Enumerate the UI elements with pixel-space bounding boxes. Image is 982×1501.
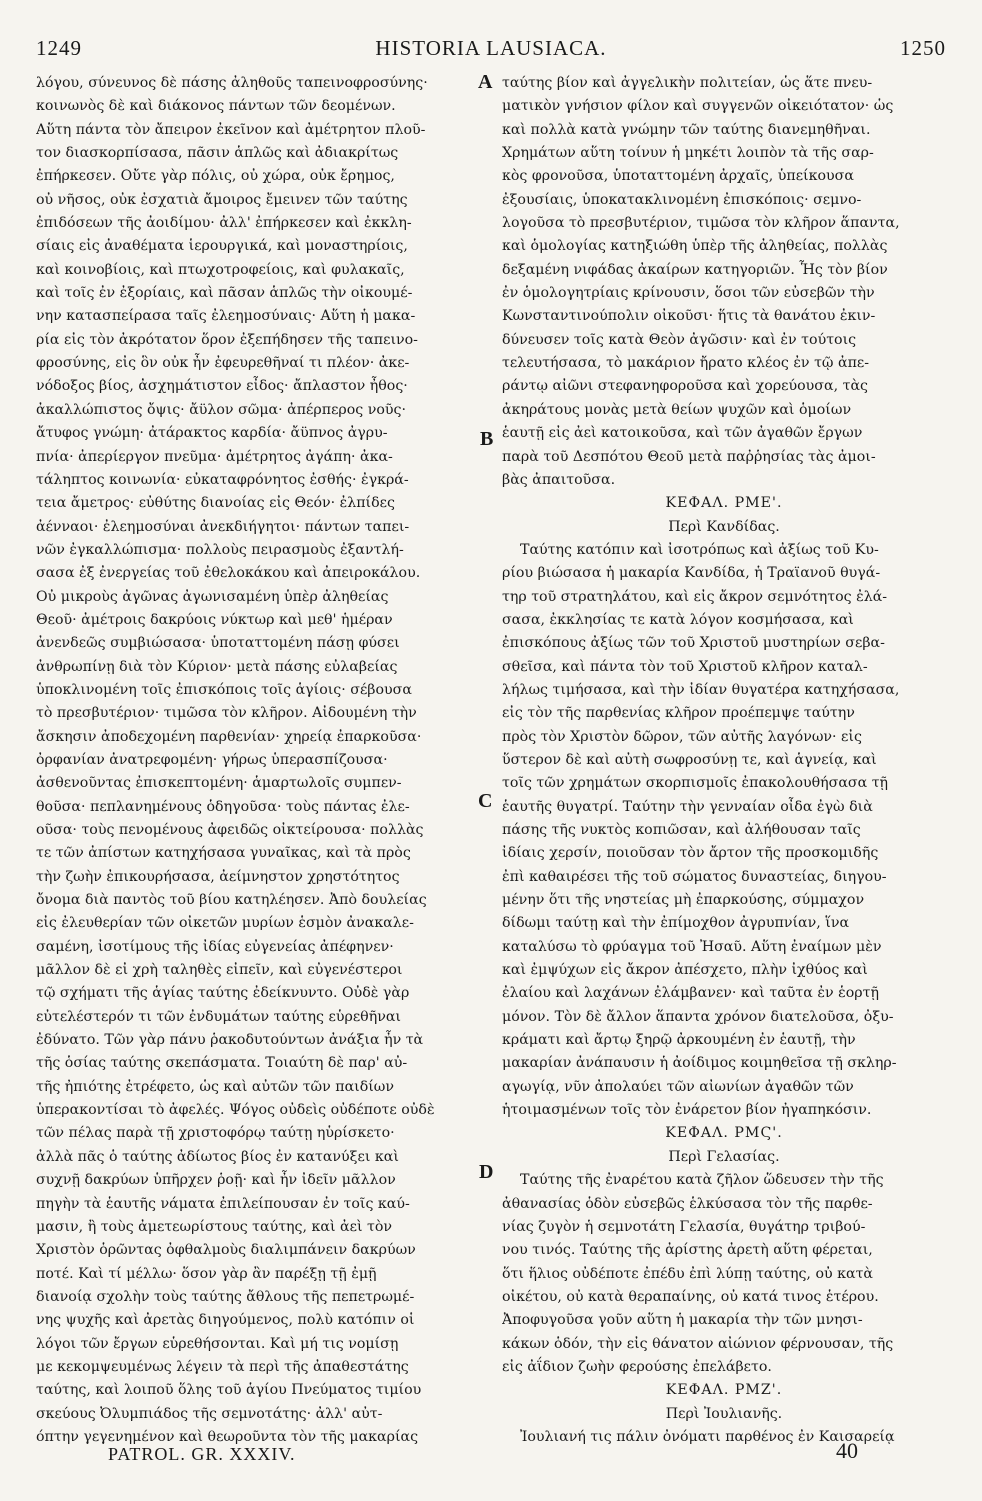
text-line: ράντῳ αἰῶνι στεφανηφοροῦσα καὶ χορεύουσα, τὰς <box>502 378 868 395</box>
text-line: Ἀποφυγοῦσα γοῦν αὕτη ἡ μακαρία τὴν τῶν μνησι- <box>502 1312 863 1329</box>
text-line: καὶ κοινοβίοις, καὶ πτωχοτροφείοις, καὶ φυλακαῖς, <box>36 261 405 278</box>
gathering-number: 40 <box>836 1438 858 1463</box>
text-line: τὴν ζωὴν ἐπικουρήσασα, ἀείμνηστον χρηστότητος <box>36 868 400 885</box>
text-line: Οὐ μικροὺς ἀγῶνας ἀγωνισαμένη ὑπὲρ ἀληθείας <box>36 588 389 605</box>
running-title: HISTORIA LAUSIACA. <box>375 36 607 60</box>
text-line: ἑαυτῆς θυγατρί. Ταύτην τὴν γενναίαν οἶδα ἐγὼ διὰ <box>502 798 873 815</box>
right-page-number: 1250 <box>900 36 946 60</box>
text-line: σαμένη, ἰσοτίμους τῆς ἰδίας εὐγενείας ἀπέφηνεν· <box>36 938 394 955</box>
text-line: κὸς φρονοῦσα, ὑποταττομένη ἀρχαῖς, ὑπείκουσα <box>502 168 854 185</box>
text-line: θοῦσα· πεπλανημένους ὁδηγοῦσα· τοὺς πάντας ἐλε- <box>36 798 410 815</box>
text-line: βὰς ἀπαιτοῦσα. <box>502 471 616 488</box>
text-line: ἀνθρωπίνῃ διὰ τὸν Κύριον· μετὰ πάσης εὐλαβείας <box>36 658 398 675</box>
text-line: σασα, ἐκκλησίας τε κατὰ λόγον κοσμήσασα, καὶ <box>502 611 854 628</box>
text-line: νου τινός. Ταύτης τῆς ἀρίστης ἀρετὴ αὕτη φέρεται, <box>502 1242 873 1259</box>
chapter-subheading-146: Περὶ Γελασίας. <box>668 1148 780 1165</box>
right-text-column <box>502 72 946 1449</box>
chapter-subheading-147: Περὶ Ἰουλιανῆς. <box>665 1405 783 1422</box>
text-line: Χριστὸν ὁρῶντας ὀφθαλμοὺς διαλιμπάνειν δακρύων <box>36 1242 416 1259</box>
text-line: ἀνενδεῶς συμβιώσασα· ὑποταττομένη πάσῃ φύσει <box>36 635 400 652</box>
text-line: ρία εἰς τὸν ἀκρότατον ὅρον ἐξεπήδησεν τῆς ταπεινο- <box>36 331 418 348</box>
text-line: ἀθανασίας ὁδὸν εὐσεβῶς ἑλκύσασα τὸν τῆς παρθε- <box>502 1195 873 1212</box>
text-line: ἡτοιμασμένων τοῖς τὸν ἐνάρετον βίον ἠγαπηκόσιν. <box>502 1102 872 1119</box>
left-page-number: 1249 <box>36 36 82 60</box>
text-line: καὶ ὁμολογίας κατηξιώθη ὑπὲρ τῆς ἀληθείας, πολλὰς <box>502 238 888 255</box>
margin-letter-c: C <box>478 790 493 812</box>
text-line: πάσης τῆς νυκτὸς κοπιῶσαν, καὶ ἀλήθουσαν ταῖς <box>502 822 861 838</box>
text-line: τὸ πρεσβυτέριον· τιμῶσα τὸν κλῆρον. Αἰδουμένη τὴν <box>36 705 417 722</box>
text-line: τῆς ἠπιότης ἐτρέφετο, ὡς καὶ αὐτῶν τῶν παιδίων <box>36 1078 395 1095</box>
chapter-heading-145: ΚΕΦΑΛ. ΡΜΕ'. <box>665 495 783 512</box>
text-line: νίας ζυγὸν ἡ σεμνοτάτη Γελασία, θυγάτηρ τριβού- <box>502 1218 866 1235</box>
series-signature: PATROL. GR. XXXIV. <box>108 1444 296 1464</box>
margin-letter-a: A <box>478 71 493 93</box>
text-line: καταλύσω τὸ φρύαγμα τοῦ Ἠσαῦ. Αὕτη ἐναίμων μὲν <box>502 938 882 955</box>
text-line: ἀκαλλώπιστος ὄψις· ἄϋλον σῶμα· ἀπέρπερος νοῦς· <box>36 401 406 418</box>
text-line: πρὸς τὸν Χριστὸν δῶρον, τῶν αὐτῆς λαγόνων· εἰς <box>502 728 862 745</box>
text-line: λόγοι τῶν ἔργων εὑρεθήσονται. Καὶ μή τις νομίσῃ <box>36 1335 399 1352</box>
text-line: εὐτελέστερόν τι τῶν ἐνδυμάτων ταύτης εὑρεθῆναι <box>36 1008 401 1025</box>
left-text-column <box>36 72 472 1449</box>
text-line: κοινωνὸς δὲ καὶ διάκονος πάντων τῶν δεομένων. <box>36 98 396 115</box>
text-line: Ἰουλιανή τις πάλιν ὀνόματι παρθένος ἐν Καισαρείᾳ <box>520 1428 895 1445</box>
text-line: λογοῦσα τὸ πρεσβυτέριον, τιμῶσα τὸν κλῆρον ἅπαντα, <box>502 215 900 232</box>
text-line: οῦσα· τοὺς πενομένους ἀφειδῶς οἰκτείρουσα· πολλὰς <box>36 822 424 838</box>
text-line: ἄτυφος γνώμη· ἀτάρακτος καρδία· ἄϋπνος ἀγρυ- <box>36 425 388 442</box>
text-line: μακαρίαν ἀνάπαυσιν ἡ ἀοίδιμος κοιμηθεῖσα τῇ σκληρ- <box>502 1055 897 1072</box>
text-line: ἐπὶ καθαιρέσει τῆς τοῦ σώματος δυναστείας, διηγου- <box>502 868 887 885</box>
text-line: νῶν ἐγκαλλώπισμα· πολλοὺς πειρασμοὺς ἐξαντλή- <box>36 541 404 558</box>
chapter-heading-146: ΚΕΦΑΛ. ΡΜϚ'. <box>665 1125 783 1142</box>
text-line: κράματι καὶ ἄρτῳ ξηρῷ ἀρκουμένη ἐν ἑαυτῇ, τὴν <box>502 1032 856 1049</box>
page-header <box>36 36 946 62</box>
text-line: Αὕτη πάντα τὸν ἄπειρον ἐκεῖνον καὶ ἀμέτρητον πλοῦ- <box>36 121 426 138</box>
text-line: καὶ πολλὰ κατὰ γνώμην τῶν ταύτης διανεμηθῆναι. <box>502 121 871 138</box>
text-line: καὶ ἐμψύχων εἰς ἄκρον ἀπέσχετο, πλὴν ἰχθύος καὶ <box>502 962 868 979</box>
text-line: ἄσκησιν ἀποδεχομένη παρθενίαν· χηρείᾳ ἐπαρκοῦσα· <box>36 728 422 745</box>
text-line: μᾶλλον δὲ εἰ χρὴ ταληθὲς εἰπεῖν, καὶ εὐγενέστεροι <box>36 962 403 979</box>
text-line: ἰδίαις χερσίν, ποιοῦσαν τὸν ἄρτον τῆς προσκομιδῆς <box>502 845 879 862</box>
text-line: πηγὴν τὰ ἑαυτῆς νάματα ἐπιλείπουσαν ἐν τοῖς καύ- <box>36 1195 410 1212</box>
text-line: τῆς ὁσίας ταύτης σκεπάσματα. Τοιαύτη δὲ παρ' αὐ- <box>36 1055 408 1072</box>
text-line: δίδωμι ταύτῃ καὶ τὴν ἐπίμοχθον ἀγρυπνίαν, ἵνα <box>502 915 850 932</box>
text-line: σθεῖσα, καὶ πάντα τὸν τοῦ Χριστοῦ κλῆρον καταλ- <box>502 658 868 675</box>
text-line: οἰκέτου, οὐ κατὰ θεραπαίνης, οὐ κατά τινος ἑτέρου. <box>502 1288 879 1305</box>
text-line: Θεοῦ· ἀμέτροις δακρύοις νύκτωρ καὶ μεθ' ἡμέραν <box>36 611 393 628</box>
chapter-145-text <box>502 539 946 1123</box>
text-line: ὑπερακοντίσαι τὸ ἀφελές. Ψόγος οὐδεὶς οὐδέποτε οὐδὲ <box>36 1102 435 1119</box>
text-line: ἐπισκόπους ἀξίως τῶν τοῦ Χριστοῦ μυστηρίων σεβα- <box>502 635 885 652</box>
text-line: Ταύτης κατόπιν καὶ ἰσοτρόπως καὶ ἀξίως τοῦ Κυ- <box>520 541 879 558</box>
text-line: όπτην γεγενημένον καὶ θεωροῦντα τὸν τῆς μακαρίας <box>36 1428 419 1445</box>
text-line: τῷ σχήματι τῆς ἁγίας ταύτης ἐδείκνυντο. Οὐδὲ γὰρ <box>36 985 410 1002</box>
text-line: αγωγίᾳ, νῦν ἀπολαύει τῶν αἰωνίων ἀγαθῶν τῶν <box>502 1078 854 1095</box>
text-line: παρὰ τοῦ Δεσπότου Θεοῦ μετὰ παῤῥησίας τὰς ἀμοι- <box>502 448 876 465</box>
chapter-heading-147: ΚΕΦΑΛ. ΡΜΖ'. <box>665 1382 783 1399</box>
text-line: λόγου, σύνευνος δὲ πάσης ἀληθοῦς ταπεινοφροσύνης· <box>36 75 428 91</box>
text-line: Κωνσταντινούπολιν οἰκοῦσι· ἥτις τὰ θανάτου ἐκιν- <box>502 308 876 325</box>
text-line: τάληπτος κοινωνία· εὐκαταφρόνητος ἐσθής· ἐγκρά- <box>36 471 409 488</box>
text-line: ρίου βιώσασα ἡ μακαρία Κανδίδα, ἡ Τραϊανοῦ θυγά- <box>502 565 881 582</box>
text-line: Χρημάτων αὕτη τοίνυν ἡ μηκέτι λοιπὸν τὰ τῆς σαρ- <box>502 145 874 162</box>
text-line: ἐλαίου καὶ λαχάνων ἐλάμβανεν· καὶ ταῦτα ἐν ἑορτῇ <box>502 985 879 1002</box>
text-line: ἐδύνατο. Τῶν γὰρ πάνυ ῥακοδυτούντων ἀνάξια ἦν τὰ <box>36 1032 424 1049</box>
text-line: εἰς τὸν τῆς παρθενίας κλῆρον προέπεμψε ταύτην <box>502 705 855 722</box>
text-line: φροσύνης, εἰς ὃν οὐκ ἦν ἐφευρεθῆναί τι πλέον· ἀκε- <box>36 355 410 372</box>
text-line: πνία· ἀπερίεργον πνεῦμα· ἀμέτρητος ἀγάπη· ἀκα- <box>36 448 393 465</box>
text-line: εἰς ἀΐδιον ζωὴν φερούσης ἐπελάβετο. <box>502 1358 772 1375</box>
text-line: δεξαμένη νιφάδας ἀκαίρων κατηγοριῶν. Ἧς τὸν βίον <box>502 261 888 278</box>
text-line: τελευτήσασα, τὸ μακάριον ἤρατο κλέος ἐν τῷ ἀπε- <box>502 355 870 372</box>
text-line: ἐπήρκεσεν. Οὔτε γὰρ πόλις, οὐ χώρα, οὐκ ἔρημος, <box>36 168 395 185</box>
text-line: ὑποκλινομένη τοῖς ἐπισκόποις τοῖς ἁγίοις· σέβουσα <box>36 681 412 698</box>
text-line: ἑαυτῇ εἰς ἀεὶ κατοικοῦσα, καὶ τῶν ἀγαθῶν ἔργων <box>502 425 863 442</box>
text-line: διανοίᾳ σχολὴν τοὺς ταύτης ἄθλους τῆς πεπετρωμέ- <box>36 1288 415 1305</box>
chapter-146-text <box>502 1169 946 1379</box>
text-line: ἀσθενοῦντας ἐπισκεπτομένη· ἁμαρτωλοῖς συμπεν- <box>36 775 402 792</box>
text-line: ὅτι ἥλιος οὐδέποτε ἐπέδυ ἐπὶ λύπῃ ταύτης, οὐ κατὰ <box>502 1265 873 1282</box>
text-line: ταύτης, καὶ λοιποῦ ὅλης τοῦ ἁγίου Πνεύματος τιμίου <box>36 1382 422 1399</box>
text-line: οὐ νῆσος, οὐκ ἐσχατιὰ ἄμοιρος ἔμεινεν τῶν ταύτης <box>36 191 408 208</box>
margin-letter-d: D <box>479 1161 494 1183</box>
text-line: τε τῶν ἀπίστων κατηχήσασα γυναῖκας, καὶ τὰ πρὸς <box>36 845 411 862</box>
text-line: ἐξουσίαις, ὑποκατακλινομένη ἐπισκόποις· σεμνο- <box>502 191 862 208</box>
text-line: τεια ἄμετρος· εὐθύτης διανοίας εἰς Θεόν· ἐλπίδες <box>36 495 395 512</box>
text-line: ἀλλὰ πᾶς ὁ ταύτης ἀδίωτος βίος ἐν κατανύξει καὶ <box>36 1148 399 1165</box>
text-line: ἐν ὁμολογητρίαις κρίνουσιν, ὅσοι τῶν εὐσεβῶν τὴν <box>502 285 875 302</box>
text-line: ματικὸν γνήσιον φίλον καὶ συγγενῶν οἰκειότατον· ὡς <box>502 98 894 115</box>
page-footer <box>36 1438 946 1472</box>
text-line: ὀρφανίαν ἀνατρεφομένη· γήρως ὑπερασπίζουσα· <box>36 751 388 768</box>
text-line: μένην ὅτι τῆς νηστείας μὴ ἐπαρκούσης, σύμμαχον <box>502 892 865 909</box>
text-line: τῶν πέλας παρὰ τῇ χριστοφόρῳ ταύτῃ ηὑρίσκετο· <box>36 1125 395 1142</box>
text-line: σασα ἐξ ἐνεργείας τοῦ ἐθελοκάκου καὶ ἀπειροκάλου. <box>36 565 421 582</box>
paragraph-olympias-end <box>502 72 946 492</box>
text-line: σκεύους Ὀλυμπιάδος τῆς σεμνοτάτης· ἀλλ' αὐτ- <box>36 1405 383 1422</box>
text-line: νης ψυχῆς καὶ ἀρετὰς διηγούμενος, πολὺ κατόπιν οἱ <box>36 1312 415 1329</box>
text-line: Ταύτης τῆς ἐναρέτου κατὰ ζῆλον ὥδευσεν τὴν τῆς <box>520 1172 884 1189</box>
text-line: ποτέ. Καὶ τί μέλλω· ὅσον γὰρ ἂν παρέξῃ τῇ ἐμῇ <box>36 1265 377 1282</box>
text-line: ταύτης βίον καὶ ἀγγελικὴν πολιτείαν, ὡς ἅτε πνευ- <box>502 75 873 91</box>
text-line: καὶ τοῖς ἐν ἐξορίαις, καὶ πᾶσαν ἁπλῶς τὴν οἰκουμέ- <box>36 285 413 302</box>
text-line: με κεκομψευμένως λέγειν τὰ περὶ τῆς ἀπαθεστάτης <box>36 1358 409 1375</box>
text-line: σίαις εἰς ἀναθέματα ἱερουργικά, καὶ μοναστηρίοις, <box>36 238 408 255</box>
text-line: δύνευσεν τοῖς κατὰ Θεὸν ἀγῶσιν· καὶ ἐν τούτοις <box>502 331 857 348</box>
text-line: εἰς ἐλευθερίαν τῶν οἰκετῶν μυρίων ἑσμὸν ἀνακαλε- <box>36 915 414 932</box>
text-line: ἀένναοι· ἐλεημοσύναι ἀνεκδιήγητοι· πάντων ταπει- <box>36 518 410 535</box>
text-line: νην κατασπείρασα ταῖς ἐλεημοσύναις· Αὕτη ἡ μακα- <box>36 308 416 325</box>
chapter-subheading-145: Περὶ Κανδίδας. <box>668 518 780 535</box>
text-line: τον διασκορπίσασα, πᾶσιν ἁπλῶς καὶ ἀδιακρίτως <box>36 145 399 162</box>
text-line: λήλως τιμήσασα, καὶ τὴν ἰδίαν θυγατέρα κατηχήσασα, <box>502 681 900 698</box>
text-line: νόδοξος βίος, ἀσχημάτιστον εἶδος· ἄπλαστον ἦθος· <box>36 378 408 395</box>
text-line: ἐπιδόσεων τῆς ἀοιδίμου· ἀλλ' ἐπήρκεσεν καὶ ἐκκλη- <box>36 215 412 232</box>
text-line: ἀκηράτους μονὰς μετὰ θείων ψυχῶν καὶ ὁμοίων <box>502 401 852 418</box>
text-line: τηρ τοῦ στρατηλάτου, καὶ εἰς ἄκρον σεμνότητος ἐλά- <box>502 588 888 605</box>
text-line: ὄνομα διὰ παντὸς τοῦ βίου κατηλέησεν. Ἀπὸ δουλείας <box>36 892 427 909</box>
text-line: ὕστερον δὲ καὶ αὐτὴ σωφροσύνῃ τε, καὶ ἁγνείᾳ, καὶ <box>502 751 877 768</box>
text-line: μασιν, ἢ τοὺς ἀμετεωρίστους ταύτης, καὶ ἀεὶ τὸν <box>36 1218 393 1235</box>
text-line: συχνῇ δακρύων ὑπῆρχεν ῥοῇ· καὶ ἦν ἰδεῖν μᾶλλον <box>36 1172 396 1189</box>
margin-letter-b: B <box>480 428 494 450</box>
text-line: μόνον. Τὸν δὲ ἄλλον ἅπαντα χρόνον διατελοῦσα, ὀξυ- <box>502 1008 894 1025</box>
text-line: κάκων ὁδόν, τὴν εἰς θάνατον αἰώνιον φέρνουσαν, τῆς <box>502 1335 894 1352</box>
text-line: τοῖς τῶν χρημάτων σκορπισμοῖς ἐπακολουθήσασα τῇ <box>502 775 889 792</box>
